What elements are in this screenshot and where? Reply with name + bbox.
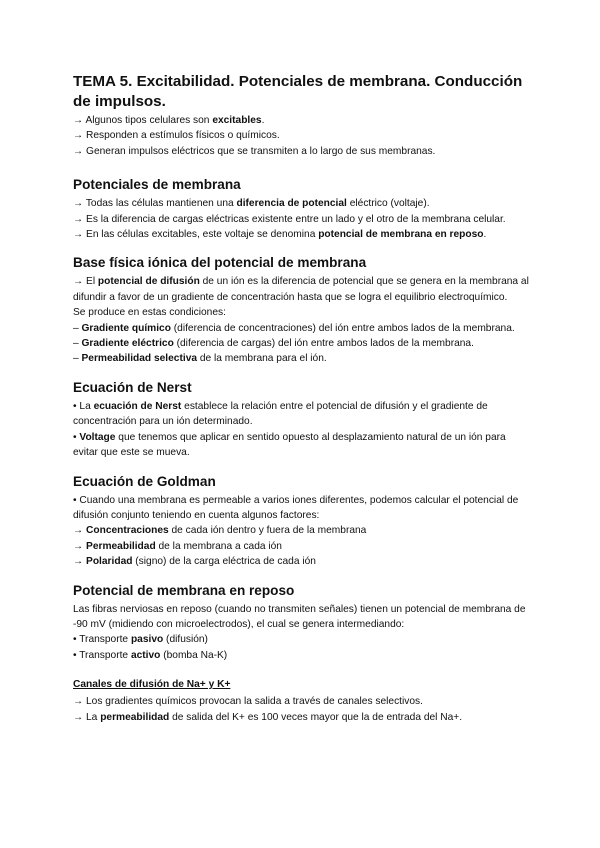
section-line: • La ecuación de Nerst establece la relación entre el potencial de difusión y el gradiente de concentración para un ión determinado. bbox=[73, 400, 488, 428]
section-heading: Potencial de membrana en reposo bbox=[73, 582, 295, 598]
section-line: – Permeabilidad selectiva de la membrana para el ión. bbox=[73, 353, 327, 365]
section-base-fisica bbox=[73, 254, 530, 366]
section-line: Se produce en estas condiciones: bbox=[73, 307, 226, 319]
page-title: TEMA 5. Excitabilidad. Potenciales de membrana. Conducción de impulsos. bbox=[73, 73, 523, 110]
intro-line: → Generan impulsos eléctricos que se transmiten a lo largo de sus membranas. bbox=[73, 145, 436, 157]
section-heading: Base física iónica del potencial de membrana bbox=[73, 255, 367, 271]
section-line: → Los gradientes químicos provocan la salida a través de canales selectivos. bbox=[73, 696, 423, 708]
section-line: → Todas las células mantienen una diferencia de potencial eléctrico (voltaje). bbox=[73, 198, 430, 210]
intro-line: → Algunos tipos celulares son excitables. bbox=[73, 115, 265, 126]
section-line: → Permeabilidad de la membrana a cada ión bbox=[73, 540, 282, 552]
section-line: • Transporte activo (bomba Na-K) bbox=[73, 649, 228, 661]
section-line: → Polaridad (signo) de la carga eléctrica de cada ión bbox=[73, 556, 316, 568]
section-nerst bbox=[73, 379, 530, 461]
section-line: • Cuando una membrana es permeable a varios iones diferentes, podemos calcular el potencial de difusión conjunto teniendo en cuenta algunos factores: bbox=[73, 494, 519, 521]
section-potenciales bbox=[73, 176, 530, 242]
section-heading: Potenciales de membrana bbox=[73, 177, 241, 193]
section-canales bbox=[73, 677, 530, 725]
section-line: • Voltage que tenemos que aplicar en sentido opuesto al desplazamiento natural de un ión para evitar que este se mueva. bbox=[73, 431, 506, 459]
section-line: • Transporte pasivo (difusión) bbox=[73, 634, 208, 646]
intro-line: → Responden a estímulos físicos o químicos. bbox=[73, 130, 280, 142]
section-line: → La permeabilidad de salida del K+ es 100 veces mayor que la de entrada del Na+. bbox=[73, 711, 463, 723]
section-line: → Concentraciones de cada ión dentro y fuera de la membrana bbox=[73, 525, 367, 537]
section-line: – Gradiente químico (diferencia de concentraciones) del ión entre ambos lados de la membrana. bbox=[73, 322, 515, 334]
section-line: → El potencial de difusión de un ión es la diferencia de potencial que se genera en la membrana al difundir a favor de un gradiente de concentración hasta que se logra el equilibrio electroquímico. bbox=[73, 276, 529, 303]
section-reposo bbox=[73, 582, 530, 664]
subsection-heading: Canales de difusión de Na+ y K+ bbox=[73, 679, 231, 691]
section-line: → Es la diferencia de cargas eléctricas existente entre un lado y el otro de la membrana celular. bbox=[73, 213, 506, 225]
section-line: Las fibras nerviosas en reposo (cuando no transmiten señales) tienen un potencial de membrana de -90 mV (midiendo con microelectrodos), el cual se genera intermediando: bbox=[73, 603, 526, 630]
section-line: – Gradiente eléctrico (diferencia de cargas) del ión entre ambos lados de la membrana. bbox=[73, 338, 474, 350]
section-heading: Ecuación de Nerst bbox=[73, 379, 192, 395]
section-line: → En las células excitables, este voltaje se denomina potencial de membrana en reposo. bbox=[73, 229, 487, 241]
section-heading: Ecuación de Goldman bbox=[73, 473, 216, 489]
section-goldman bbox=[73, 473, 530, 570]
intro-list bbox=[73, 113, 530, 159]
